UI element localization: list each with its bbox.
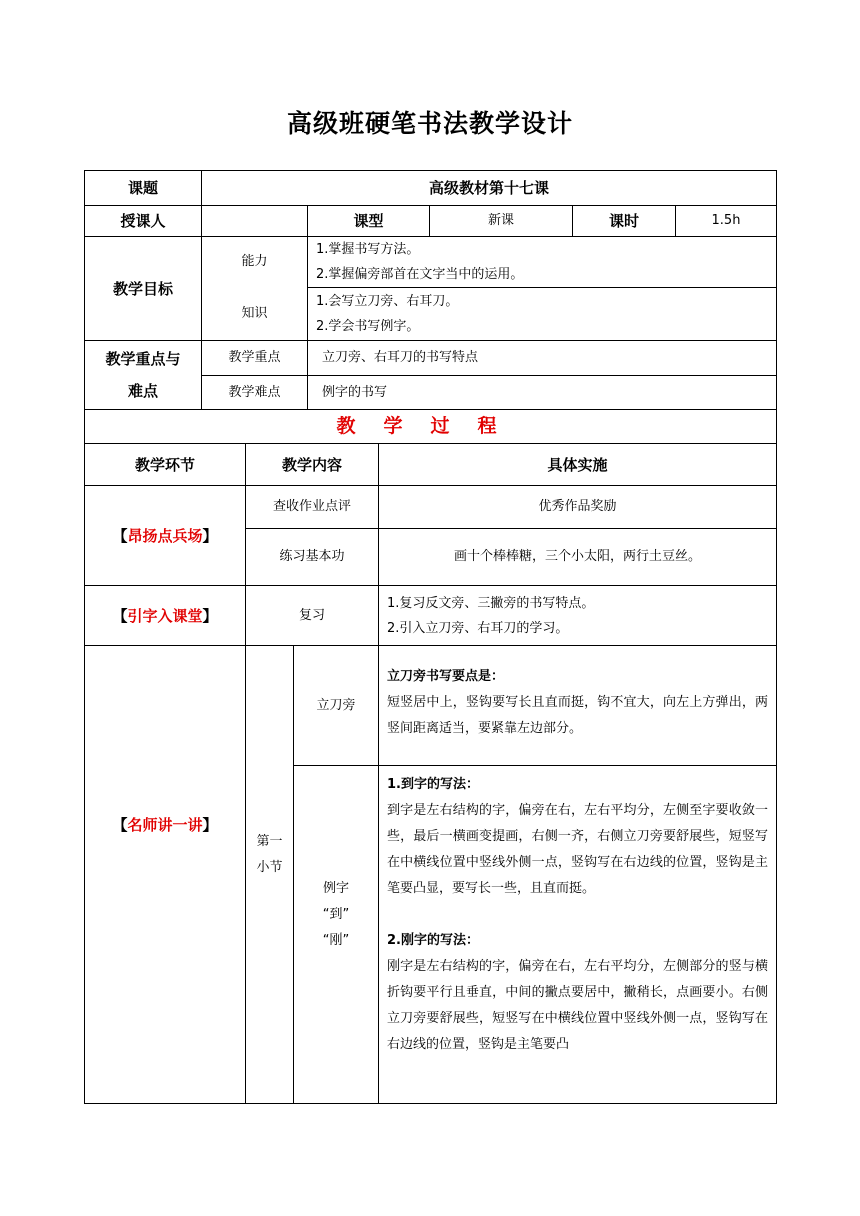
stage1-row2-content: 练习基本功 bbox=[279, 549, 345, 565]
difficulty-value: 例字的书写 bbox=[322, 384, 388, 400]
example2-heading: 2.刚字的写法： bbox=[387, 933, 479, 948]
column-stage: 教学环节 bbox=[134, 455, 195, 474]
focus-label bbox=[85, 341, 201, 409]
section-label-line: 小节 bbox=[256, 859, 283, 875]
ability-item: 2.掌握偏旁部首在文字当中的运用。 bbox=[316, 267, 524, 282]
process-title-cell bbox=[85, 410, 776, 443]
hours-value: 1.5h bbox=[711, 213, 741, 229]
type-value: 新课 bbox=[487, 213, 514, 229]
stage2-item: 2.引入立刀旁、右耳刀的学习。 bbox=[387, 620, 569, 636]
topic2-label bbox=[294, 766, 378, 1103]
type-label: 课型 bbox=[353, 212, 384, 230]
examples-detail bbox=[379, 766, 776, 1103]
section-label bbox=[246, 646, 293, 1103]
process-title: 教学过程 bbox=[336, 415, 525, 438]
ability-list bbox=[308, 237, 776, 287]
stage1-row1-impl: 优秀作品奖励 bbox=[538, 499, 617, 515]
stage1-name: 昂扬点兵场 bbox=[127, 526, 203, 545]
topic-label: 课题 bbox=[127, 179, 158, 197]
stage2-content: 复习 bbox=[298, 607, 325, 623]
goals-label: 教学目标 bbox=[112, 279, 173, 298]
knowledge-item: 2.学会书写例字。 bbox=[316, 319, 420, 334]
column-content: 教学内容 bbox=[281, 455, 342, 474]
section-label-line: 第一 bbox=[256, 833, 283, 849]
knowledge-label: 知识 bbox=[241, 306, 268, 322]
stage2-label: 【 引字入课堂 】 bbox=[112, 606, 218, 625]
topic1-label: 立刀旁 bbox=[316, 697, 356, 713]
stage3-name: 名师讲一讲 bbox=[127, 815, 203, 834]
topic-value: 高级教材第十七课 bbox=[428, 179, 549, 197]
topic2-label-line: “到” bbox=[322, 906, 350, 922]
page-title: 高级班硬笔书法教学设计 bbox=[286, 109, 573, 138]
stage2-list bbox=[379, 586, 776, 645]
focus-label-line: 教学重点与 bbox=[105, 350, 181, 368]
topic1-text: 短竖居中上，竖钩要写长且直而挺，钩不宜大，向左上方弹出，两竖间距离适当，要紧靠左边部分。 bbox=[387, 695, 768, 736]
ability-label: 能力 bbox=[241, 254, 268, 270]
stage1-label: 【 昂扬点兵场 】 bbox=[112, 526, 218, 545]
key-point-value: 立刀旁、右耳刀的书写特点 bbox=[322, 350, 479, 366]
topic1-detail bbox=[379, 646, 776, 765]
stage1-row1-content: 查收作业点评 bbox=[272, 499, 351, 515]
ability-item: 1.掌握书写方法。 bbox=[316, 242, 420, 257]
teacher-value bbox=[202, 206, 307, 236]
teacher-label: 授课人 bbox=[120, 212, 166, 230]
topic2-label-line: “刚” bbox=[322, 932, 350, 948]
example2-text: 刚字是左右结构的字，偏旁在右，左右平均分，左侧部分的竖与横折钩要平行且垂直，中间的撇点要居中，撇稍长，点画要小。右侧立刀旁要舒展些，短竖写在中横线位置中竖线外侧一点，竖钩写在右边线的位置，竖钩是主笔要凸 bbox=[387, 959, 768, 1052]
topic2-label-line: 例字 bbox=[322, 880, 349, 896]
difficulty-label: 教学难点 bbox=[228, 384, 281, 400]
stage2-item: 1.复习反文旁、三撇旁的书写特点。 bbox=[387, 595, 595, 611]
stage2-name: 引字入课堂 bbox=[127, 606, 203, 625]
column-implementation: 具体实施 bbox=[547, 455, 608, 474]
knowledge-list bbox=[308, 288, 776, 340]
example1-text: 到字是左右结构的字，偏旁在右，左右平均分，左侧至字要收敛一些，最后一横画变提画，右侧一齐，右侧立刀旁要舒展些，短竖写在中横线位置中竖线外侧一点，竖钩写在右边线的位置，竖钩是主笔要凸显，要写长一些，且直而挺。 bbox=[387, 803, 768, 896]
focus-label-line: 难点 bbox=[127, 382, 158, 400]
topic1-heading: 立刀旁书写要点是： bbox=[387, 669, 505, 684]
example1-heading: 1.到字的写法： bbox=[387, 777, 479, 792]
stage1-row2-impl: 画十个棒棒糖，三个小太阳，两行土豆丝。 bbox=[453, 549, 701, 565]
key-point-label: 教学重点 bbox=[228, 350, 281, 366]
stage3-label: 【 名师讲一讲 】 bbox=[112, 815, 218, 834]
hours-label: 课时 bbox=[608, 212, 639, 230]
knowledge-item: 1.会写立刀旁、右耳刀。 bbox=[316, 294, 459, 309]
